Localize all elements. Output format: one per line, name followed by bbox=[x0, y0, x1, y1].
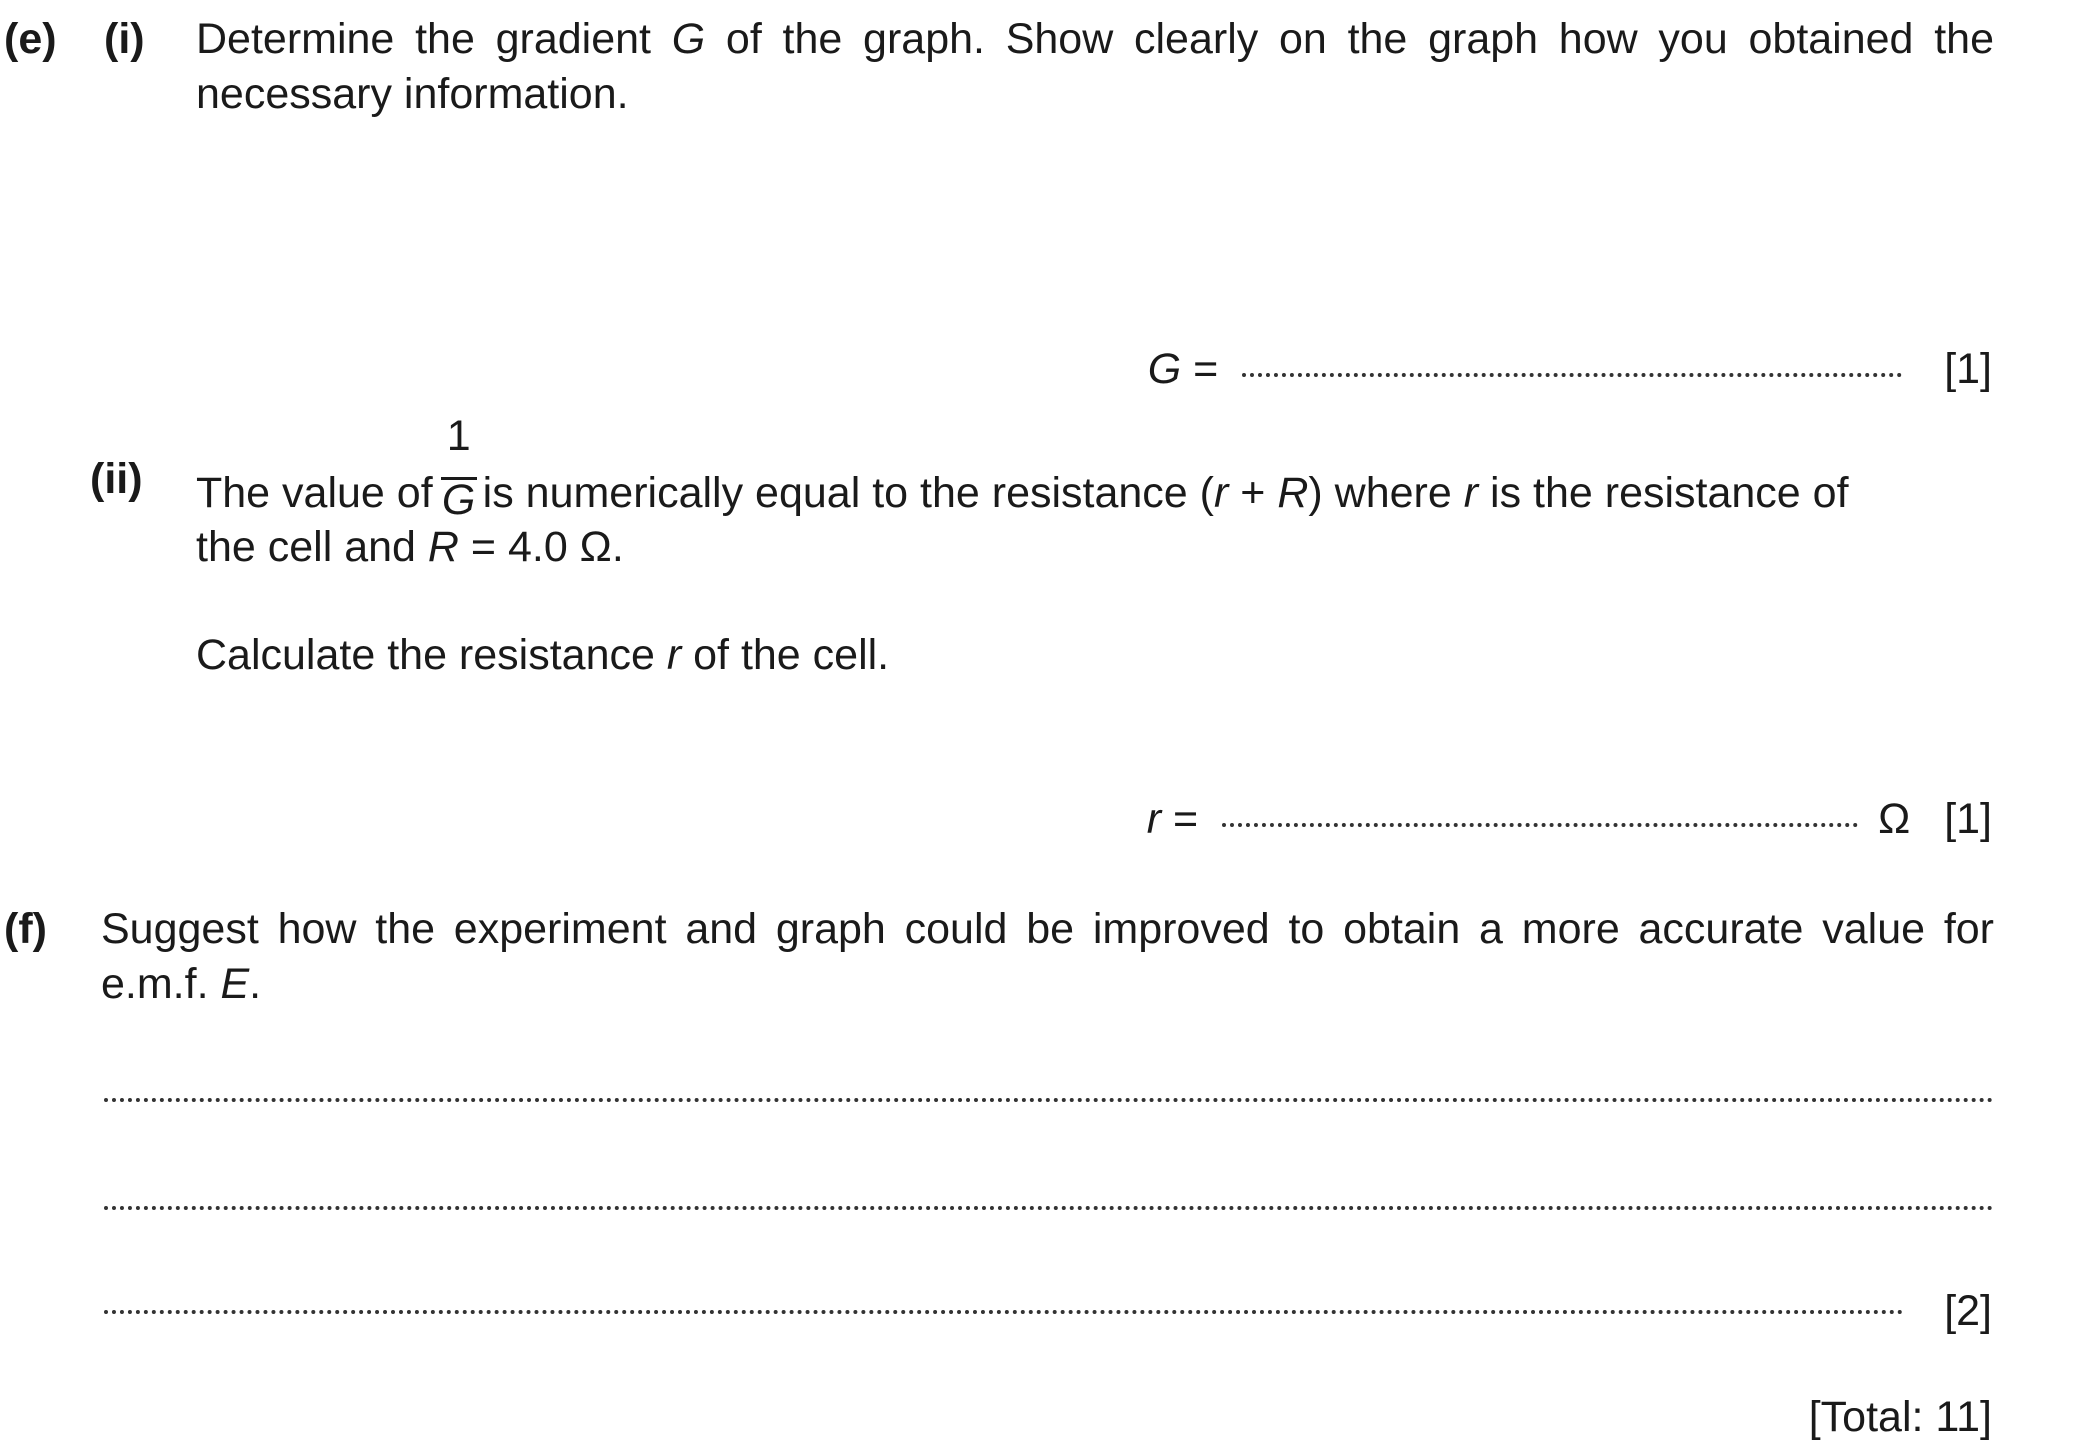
part-e-ii-line-2 bbox=[196, 520, 624, 575]
part-e-i-label: (i) bbox=[104, 15, 145, 63]
part-e-ii-var-r1: r bbox=[1214, 469, 1229, 517]
answer-r-unit: Ω bbox=[1878, 795, 1911, 843]
part-e-ii-var-r2: r bbox=[1463, 469, 1479, 517]
answer-r-dotted-line[interactable] bbox=[1222, 823, 1858, 827]
part-e-ii-text-a: The value of bbox=[196, 469, 433, 517]
answer-r-var: r bbox=[1146, 795, 1162, 843]
total-marks: [Total: 11] bbox=[1808, 1393, 1992, 1441]
fraction-numerator: 1 bbox=[446, 412, 471, 460]
answer-g-var: G bbox=[1147, 345, 1182, 393]
part-f-answer-line-3[interactable] bbox=[104, 1310, 1904, 1314]
part-f-marks: [2] bbox=[1944, 1287, 1992, 1335]
part-f-label: (f) bbox=[4, 905, 47, 953]
part-f-answer-line-2[interactable] bbox=[104, 1206, 1994, 1210]
fraction-denominator: G bbox=[441, 476, 476, 524]
part-e-ii-answer-line bbox=[1147, 792, 1992, 847]
part-e-i-var-g: G bbox=[671, 15, 706, 63]
answer-g-dotted-line[interactable] bbox=[1242, 373, 1902, 377]
part-f-answer-line-1[interactable] bbox=[104, 1098, 1994, 1102]
part-f-text-b: . bbox=[249, 960, 262, 1008]
part-e-ii-var-R2: R bbox=[427, 523, 459, 571]
fraction-one-over-g bbox=[439, 412, 479, 524]
part-e-ii-text-e: the cell and bbox=[196, 523, 428, 571]
answer-g-eq: = bbox=[1181, 345, 1219, 393]
part-e-ii-instruction-b: of the cell. bbox=[681, 631, 890, 679]
part-e-ii-instruction bbox=[196, 628, 889, 683]
part-e-i-marks: [1] bbox=[1944, 345, 1992, 393]
part-f-text-a: Suggest how the experiment and graph could be improved to obtain a more accurate value for e.m.f. bbox=[101, 905, 1994, 1008]
part-e-i-text-a: Determine the gradient bbox=[196, 15, 672, 63]
part-e-ii-text-c: ) where bbox=[1308, 469, 1464, 517]
part-e-ii-var-R1: R bbox=[1277, 469, 1309, 517]
part-f-var-e: E bbox=[220, 960, 250, 1008]
part-e-ii-instruction-var: r bbox=[666, 631, 682, 679]
part-e-ii-text-d: is the resistance of bbox=[1478, 469, 1849, 517]
part-e-ii-text-f: = 4.0 Ω. bbox=[458, 523, 624, 571]
part-e-ii-line-1 bbox=[196, 412, 1994, 524]
part-e-i-answer-line bbox=[1148, 342, 1992, 397]
part-f-question bbox=[101, 902, 1994, 1012]
part-e-i-text-b: of the graph. Show clearly on the graph how you obtained the necessary information. bbox=[196, 15, 1994, 118]
part-e-ii-marks: [1] bbox=[1944, 795, 1992, 843]
answer-r-eq: = bbox=[1161, 795, 1199, 843]
part-e-ii-instruction-a: Calculate the resistance bbox=[196, 631, 667, 679]
part-e-label: (e) bbox=[4, 15, 57, 63]
part-e-ii-text-b: is numerically equal to the resistance ( bbox=[482, 469, 1214, 517]
part-e-ii-label: (ii) bbox=[90, 455, 143, 503]
part-e-i-question bbox=[196, 12, 1994, 122]
part-e-ii-text-plus: + bbox=[1228, 469, 1278, 517]
